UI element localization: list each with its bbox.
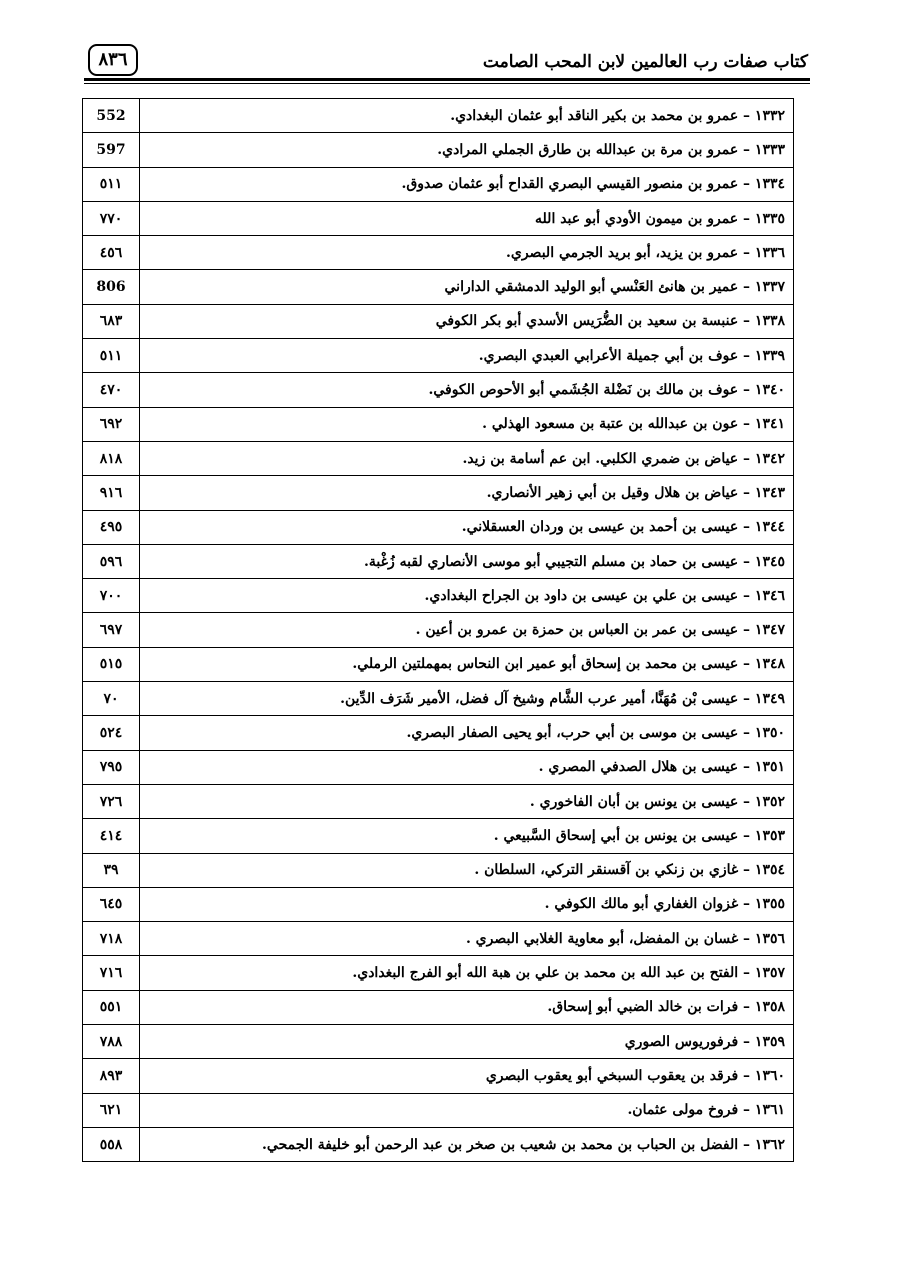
narrator-entry-cell: ١٣٣٥ – عمرو بن ميمون الأودي أبو عبد الله [140, 201, 794, 235]
page-reference-cell: ٧٠٠ [83, 579, 140, 613]
page-reference-cell: ٦٩٧ [83, 613, 140, 647]
narrator-entry-cell: ١٣٤٧ – عيسى بن عمر بن العباس بن حمزة بن عمرو بن أعين . [140, 613, 794, 647]
table-row [83, 579, 794, 613]
narrator-entry-cell: ١٣٣٨ – عنبسة بن سعيد بن الضُّرَيس الأسدي أبو بكر الكوفي [140, 304, 794, 338]
narrator-entry-cell: ١٣٤٨ – عيسى بن محمد بن إسحاق أبو عمير ابن النحاس بمهملتين الرملي. [140, 647, 794, 681]
table-row [83, 613, 794, 647]
page-reference-cell: ٥٥١ [83, 990, 140, 1024]
page-reference-cell: ٥١١ [83, 339, 140, 373]
table-row [83, 133, 794, 167]
page-reference-cell: ٦٨٣ [83, 304, 140, 338]
page-reference-cell: ٦٢١ [83, 1093, 140, 1127]
narrator-entry-cell: ١٣٣٢ – عمرو بن محمد بن بكير الناقد أبو عثمان البغدادي. [140, 99, 794, 133]
table-row [83, 236, 794, 270]
table-row [83, 510, 794, 544]
page-reference-cell: ٧٨٨ [83, 1025, 140, 1059]
narrator-entry-cell: ١٣٤٣ – عياض بن هلال وقيل بن أبي زهير الأنصاري. [140, 476, 794, 510]
table-row [83, 990, 794, 1024]
table-row [83, 853, 794, 887]
narrator-entry-cell: ١٣٦٢ – الفضل بن الحباب بن محمد بن شعيب بن صخر بن عبد الرحمن أبو خليفة الجمحي. [140, 1127, 794, 1161]
narrator-entry-cell: ١٣٣٦ – عمرو بن يزيد، أبو بريد الجرمي البصري. [140, 236, 794, 270]
table-row [83, 167, 794, 201]
page-reference-cell: ٨٩٣ [83, 1059, 140, 1093]
narrator-entry-cell: ١٣٥٨ – فرات بن خالد الضبي أبو إسحاق. [140, 990, 794, 1024]
page-reference-cell: ٦٩٢ [83, 407, 140, 441]
table-row [83, 201, 794, 235]
table-row [83, 784, 794, 818]
table-row [83, 887, 794, 921]
table-row [83, 476, 794, 510]
page-reference-cell: ٧٩٥ [83, 750, 140, 784]
page-reference-cell: ٥٢٤ [83, 716, 140, 750]
table-row [83, 922, 794, 956]
page-reference-cell: ٧٠ [83, 682, 140, 716]
table-row [83, 373, 794, 407]
narrator-entry-cell: ١٣٥٥ – غزوان الغفاري أبو مالك الكوفي . [140, 887, 794, 921]
page-number-box: ٨٣٦ [88, 44, 138, 76]
page-reference-cell: 806 [83, 270, 140, 304]
table-row [83, 99, 794, 133]
table-row [83, 750, 794, 784]
narrator-entry-cell: ١٣٤٥ – عيسى بن حماد بن مسلم التجيبي أبو موسى الأنصاري لقبه زُغْبة. [140, 544, 794, 578]
narrator-entry-cell: ١٣٥٢ – عيسى بن يونس بن أبان الفاخوري . [140, 784, 794, 818]
narrator-entry-cell: ١٣٤١ – عون بن عبدالله بن عتبة بن مسعود الهذلي . [140, 407, 794, 441]
narrator-entry-cell: ١٣٦١ – فروخ مولى عثمان. [140, 1093, 794, 1127]
table-row [83, 544, 794, 578]
narrator-entry-cell: ١٣٥٣ – عيسى بن يونس بن أبي إسحاق السَّبيعي . [140, 819, 794, 853]
narrator-index-table [82, 98, 794, 1162]
narrator-entry-cell: ١٣٦٠ – فرقد بن يعقوب السبخي أبو يعقوب البصري [140, 1059, 794, 1093]
page-reference-cell: ٤١٤ [83, 819, 140, 853]
narrator-entry-cell: ١٣٣٣ – عمرو بن مرة بن عبدالله بن طارق الجملي المرادي. [140, 133, 794, 167]
table-row [83, 682, 794, 716]
page-reference-cell: ٩١٦ [83, 476, 140, 510]
header-rule-thin [84, 83, 810, 84]
narrator-entry-cell: ١٣٤٢ – عياض بن ضمري الكلبي. ابن عم أسامة بن زيد. [140, 441, 794, 475]
table-row [83, 339, 794, 373]
narrator-entry-cell: ١٣٥٩ – فرفوريوس الصوري [140, 1025, 794, 1059]
narrator-entry-cell: ١٣٤٩ – عيسى بْن مُهَنَّا، أمير عرب الشَّام وشيخ آل فضل، الأمير شَرَف الدِّين. [140, 682, 794, 716]
page-reference-cell: 552 [83, 99, 140, 133]
narrator-entry-cell: ١٣٤٦ – عيسى بن علي بن عيسى بن داود بن الجراح البغدادي. [140, 579, 794, 613]
page-reference-cell: ٤٩٥ [83, 510, 140, 544]
running-header-title: كتاب صفات رب العالمين لابن المحب الصامت [482, 52, 808, 72]
page-reference-cell: ٥١٥ [83, 647, 140, 681]
page-reference-cell: ٧١٦ [83, 956, 140, 990]
table-row [83, 270, 794, 304]
page-reference-cell: ٥١١ [83, 167, 140, 201]
page-reference-cell: ٥٥٨ [83, 1127, 140, 1161]
page-reference-cell: ٣٩ [83, 853, 140, 887]
table-row [83, 1059, 794, 1093]
page-reference-cell: ٨١٨ [83, 441, 140, 475]
table-row [83, 407, 794, 441]
table-row [83, 647, 794, 681]
page-reference-cell: ٤٧٠ [83, 373, 140, 407]
table-row [83, 1127, 794, 1161]
page-reference-cell: ٤٥٦ [83, 236, 140, 270]
narrator-entry-cell: ١٣٤٤ – عيسى بن أحمد بن عيسى بن وردان العسقلاني. [140, 510, 794, 544]
narrator-entry-cell: ١٣٤٠ – عوف بن مالك بن نَضْلة الجُشَمي أبو الأحوص الكوفي. [140, 373, 794, 407]
table-row [83, 956, 794, 990]
page-reference-cell: ٧١٨ [83, 922, 140, 956]
page-reference-cell: ٦٤٥ [83, 887, 140, 921]
page-reference-cell: 597 [83, 133, 140, 167]
table-row [83, 1025, 794, 1059]
narrator-entry-cell: ١٣٥٧ – الفتح بن عبد الله بن محمد بن علي بن هبة الله أبو الفرج البغدادي. [140, 956, 794, 990]
table-row [83, 304, 794, 338]
header-rule-thick [84, 78, 810, 81]
table-row [83, 716, 794, 750]
page-reference-cell: ٥٩٦ [83, 544, 140, 578]
narrator-entry-cell: ١٣٣٩ – عوف بن أبي جميلة الأعرابي العبدي البصري. [140, 339, 794, 373]
narrator-entry-cell: ١٣٣٧ – عمير بن هانئ العَنْسي أبو الوليد الدمشقي الداراني [140, 270, 794, 304]
narrator-entry-cell: ١٣٥٠ – عيسى بن موسى بن أبي حرب، أبو يحيى الصفار البصري. [140, 716, 794, 750]
table-row [83, 819, 794, 853]
table-row [83, 441, 794, 475]
narrator-entry-cell: ١٣٥٤ – غازي بن زنكي بن آقسنقر التركي، السلطان . [140, 853, 794, 887]
narrator-entry-cell: ١٣٥٦ – غسان بن المفضل، أبو معاوية الغلابي البصري . [140, 922, 794, 956]
page-reference-cell: ٧٧٠ [83, 201, 140, 235]
page-reference-cell: ٧٢٦ [83, 784, 140, 818]
narrator-entry-cell: ١٣٣٤ – عمرو بن منصور القيسي البصري القداح أبو عثمان صدوق. [140, 167, 794, 201]
table-row [83, 1093, 794, 1127]
narrator-entry-cell: ١٣٥١ – عيسى بن هلال الصدفي المصري . [140, 750, 794, 784]
index-table-body [83, 99, 794, 1162]
